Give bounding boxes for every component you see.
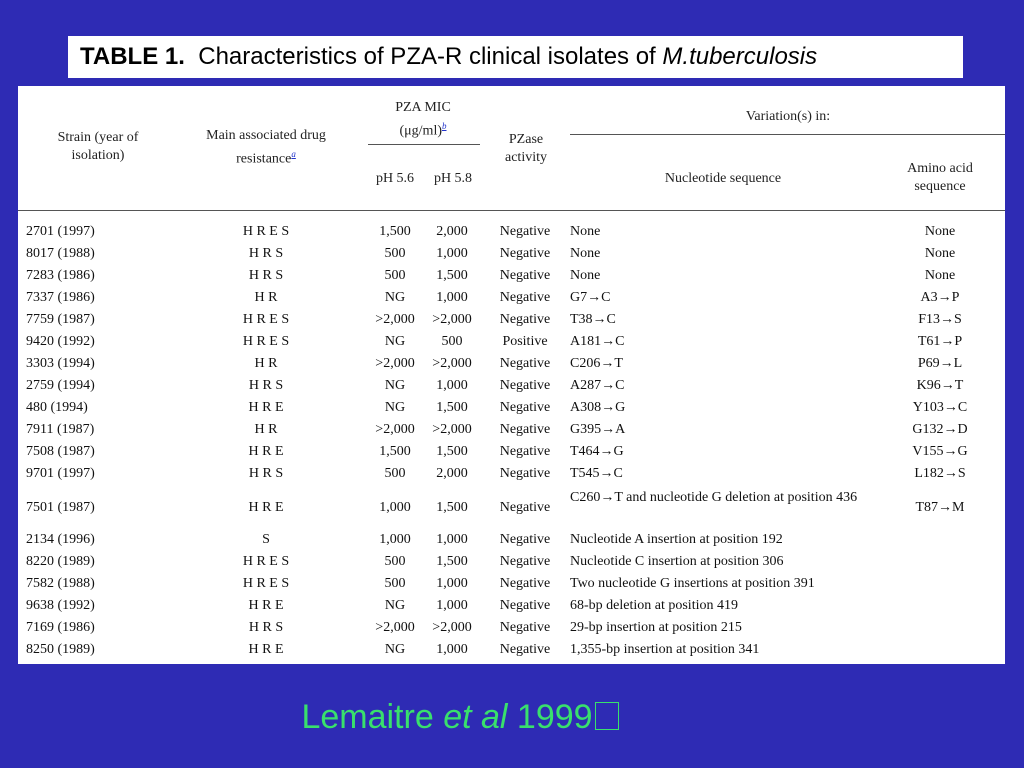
table-row — [18, 309, 1005, 331]
missing-glyph-icon — [595, 702, 619, 730]
cell-nucleotide: C206→T — [570, 356, 623, 371]
header-ph58: pH 5.8 — [433, 171, 473, 186]
cell-nucleotide: A181→C — [570, 334, 625, 349]
cell-ph58: 1,500 — [436, 400, 468, 415]
cell-pzase: Negative — [499, 268, 551, 283]
cell-nucleotide: G7→C — [570, 290, 611, 305]
cell-nucleotide: A287→C — [570, 378, 625, 393]
cell-nucleotide: None — [570, 268, 601, 283]
cell-ph58: 1,000 — [436, 290, 468, 305]
cell-amino: L182→S — [914, 466, 966, 481]
cell-nucleotide: 1,355-bp insertion at position 341 — [570, 642, 760, 657]
cell-ph58: 1,000 — [436, 576, 468, 591]
pza-mic-rule — [368, 144, 480, 145]
cell-ph58: 1,500 — [436, 444, 468, 459]
cell-pzase: Negative — [499, 642, 551, 657]
cell-strain: 7337 (1986) — [26, 290, 95, 305]
title-text: Characteristics of PZA-R clinical isolates of — [198, 43, 656, 70]
cell-resistance: H R — [254, 290, 278, 305]
header-bottom-rule — [18, 210, 1005, 211]
cell-ph56: 500 — [384, 576, 406, 591]
cell-ph56: NG — [384, 290, 406, 305]
cell-amino: A3→P — [920, 290, 960, 305]
cell-ph58: >2,000 — [432, 620, 472, 635]
cell-resistance: H R — [254, 422, 278, 437]
table-row — [18, 375, 1005, 397]
cell-ph56: >2,000 — [375, 312, 415, 327]
cell-strain: 2759 (1994) — [26, 378, 95, 393]
cell-strain: 9638 (1992) — [26, 598, 95, 613]
cell-ph58: 500 — [441, 334, 463, 349]
header-pzase: PZase activity — [505, 132, 547, 165]
cell-pzase: Negative — [499, 532, 551, 547]
cell-amino: V155→G — [912, 444, 968, 459]
cell-strain: 2701 (1997) — [26, 224, 95, 239]
cell-pzase: Negative — [499, 444, 551, 459]
cell-pzase: Negative — [499, 378, 551, 393]
cell-strain: 3303 (1994) — [26, 356, 95, 371]
table-row — [18, 441, 1005, 463]
citation-year: 1999 — [516, 698, 593, 736]
header-pza-mic-label: PZA MIC — [395, 100, 451, 115]
cell-pzase: Negative — [499, 576, 551, 591]
cell-nucleotide: T38→C — [570, 312, 616, 327]
table-row — [18, 397, 1005, 419]
table-row — [18, 287, 1005, 309]
cell-nucleotide: Nucleotide C insertion at position 306 — [570, 554, 784, 569]
cell-ph56: 1,500 — [379, 444, 411, 459]
cell-ph56: NG — [384, 378, 406, 393]
cell-strain: 7169 (1986) — [26, 620, 95, 635]
cell-strain: 9420 (1992) — [26, 334, 95, 349]
cell-amino: F13→S — [918, 312, 962, 327]
cell-ph56: >2,000 — [375, 422, 415, 437]
cell-strain: 7911 (1987) — [26, 422, 95, 437]
cell-pzase: Negative — [499, 312, 551, 327]
cell-ph56: >2,000 — [375, 620, 415, 635]
table-row — [18, 265, 1005, 287]
cell-strain: 8017 (1988) — [26, 246, 95, 261]
cell-resistance: H R E S — [242, 224, 290, 239]
cell-pzase: Negative — [499, 224, 551, 239]
cell-pzase: Negative — [499, 620, 551, 635]
cell-strain: 9701 (1997) — [26, 466, 95, 481]
cell-pzase: Negative — [499, 598, 551, 613]
cell-ph56: 500 — [384, 246, 406, 261]
title-table-label: TABLE 1. — [80, 43, 185, 70]
title-species: M.tuberculosis — [662, 43, 818, 70]
table-row — [18, 243, 1005, 265]
table-row — [18, 617, 1005, 639]
cell-pzase: Negative — [499, 246, 551, 261]
cell-pzase: Negative — [499, 554, 551, 569]
variation-rule — [570, 134, 1005, 135]
table-row — [18, 639, 1005, 661]
cell-amino: None — [924, 246, 956, 261]
cell-ph56: >2,000 — [375, 356, 415, 371]
cell-pzase: Positive — [502, 334, 548, 349]
cell-resistance: H R S — [248, 246, 284, 261]
cell-nucleotide: Nucleotide A insertion at position 192 — [570, 532, 783, 547]
table-row — [18, 595, 1005, 617]
header-pza-mic-unit: (μg/ml) — [399, 123, 442, 139]
cell-resistance: H R S — [248, 378, 284, 393]
cell-amino: P69→L — [917, 356, 963, 371]
cell-resistance: H R — [254, 356, 278, 371]
cell-pzase: Negative — [499, 400, 551, 415]
cell-pzase: Negative — [499, 500, 551, 515]
table-row — [18, 353, 1005, 375]
cell-resistance: H R E — [248, 598, 284, 613]
cell-amino: None — [924, 268, 956, 283]
cell-ph58: 1,000 — [436, 378, 468, 393]
cell-strain: 7508 (1987) — [26, 444, 95, 459]
cell-ph58: 2,000 — [436, 466, 468, 481]
cell-resistance: H R E S — [242, 576, 290, 591]
header-pza-mic-unit-wrap — [368, 117, 478, 141]
cell-strain: 2134 (1996) — [26, 532, 95, 547]
cell-ph56: NG — [384, 642, 406, 657]
cell-nucleotide: 68-bp deletion at position 419 — [570, 598, 738, 613]
cell-resistance: H R E S — [242, 554, 290, 569]
cell-strain: 8250 (1989) — [26, 642, 95, 657]
cell-nucleotide: T545→C — [570, 466, 623, 481]
cell-resistance: H R E — [248, 444, 284, 459]
cell-strain: 7501 (1987) — [26, 500, 95, 515]
cell-resistance: S — [262, 532, 270, 547]
cell-strain: 7759 (1987) — [26, 312, 95, 327]
cell-resistance: H R S — [248, 620, 284, 635]
footnote-a[interactable]: a — [291, 149, 296, 159]
cell-resistance: H R E — [248, 500, 284, 515]
cell-nucleotide: None — [570, 246, 601, 261]
cell-ph58: 1,000 — [436, 532, 468, 547]
cell-amino: T87→M — [915, 500, 965, 515]
slide-title — [68, 36, 963, 78]
cell-strain: 7283 (1986) — [26, 268, 95, 283]
cell-ph56: 1,500 — [379, 224, 411, 239]
citation-etal: et al — [443, 698, 508, 736]
cell-resistance: H R S — [248, 466, 284, 481]
table-sheet — [18, 86, 1005, 664]
cell-nucleotide: T464→G — [570, 444, 624, 459]
cell-ph58: 1,000 — [436, 246, 468, 261]
cell-ph56: 500 — [384, 268, 406, 283]
header-ph56: pH 5.6 — [375, 171, 415, 186]
table-row — [18, 419, 1005, 441]
cell-pzase: Negative — [499, 422, 551, 437]
header-amino: Amino acid sequence — [907, 161, 973, 194]
cell-resistance: H R E — [248, 400, 284, 415]
cell-amino: Y103→C — [912, 400, 968, 415]
cell-ph58: >2,000 — [432, 422, 472, 437]
cell-resistance: H R E — [248, 642, 284, 657]
cell-strain: 480 (1994) — [26, 400, 88, 415]
cell-ph58: >2,000 — [432, 312, 472, 327]
cell-resistance: H R E S — [242, 334, 290, 349]
cell-amino: None — [924, 224, 956, 239]
cell-nucleotide: 29-bp insertion at position 215 — [570, 620, 742, 635]
cell-ph58: 1,500 — [436, 268, 468, 283]
header-nucleotide: Nucleotide sequence — [664, 171, 782, 186]
cell-ph56: NG — [384, 598, 406, 613]
table-row — [18, 488, 1005, 528]
header-resistance-label: Main associated drug resistance — [206, 128, 326, 167]
cell-resistance: H R S — [248, 268, 284, 283]
cell-pzase: Negative — [499, 356, 551, 371]
cell-ph56: 500 — [384, 554, 406, 569]
cell-nucleotide: C260→T and nucleotide G deletion at position 436 — [570, 490, 858, 505]
cell-nucleotide: G395→A — [570, 422, 626, 437]
header-pza-mic — [368, 99, 478, 141]
cell-ph58: 1,000 — [436, 598, 468, 613]
cell-ph58: 1,000 — [436, 642, 468, 657]
cell-ph58: 1,500 — [436, 554, 468, 569]
cell-ph58: >2,000 — [432, 356, 472, 371]
citation-author: Lemaitre — [301, 698, 434, 736]
cell-ph56: 500 — [384, 466, 406, 481]
cell-ph56: NG — [384, 400, 406, 415]
table-row — [18, 331, 1005, 353]
cell-strain: 8220 (1989) — [26, 554, 95, 569]
cell-ph56: 1,000 — [379, 500, 411, 515]
table-row — [18, 463, 1005, 485]
header-strain: Strain (year of isolation) — [57, 130, 139, 163]
table-row — [18, 221, 1005, 243]
table-row — [18, 573, 1005, 595]
header-resistance — [188, 127, 344, 169]
cell-strain: 7582 (1988) — [26, 576, 95, 591]
cell-amino: G132→D — [912, 422, 968, 437]
citation — [0, 698, 920, 737]
cell-nucleotide: None — [570, 224, 601, 239]
cell-nucleotide: A308→G — [570, 400, 626, 415]
cell-ph58: 1,500 — [436, 500, 468, 515]
cell-ph56: 1,000 — [379, 532, 411, 547]
cell-ph58: 2,000 — [436, 224, 468, 239]
cell-pzase: Negative — [499, 290, 551, 305]
header-variation: Variation(s) in: — [745, 109, 831, 124]
table-row — [18, 551, 1005, 573]
cell-pzase: Negative — [499, 466, 551, 481]
cell-resistance: H R E S — [242, 312, 290, 327]
cell-nucleotide: Two nucleotide G insertions at position 391 — [570, 576, 815, 591]
cell-amino: T61→P — [917, 334, 963, 349]
footnote-b[interactable]: b — [442, 121, 447, 131]
cell-ph56: NG — [384, 334, 406, 349]
cell-amino: K96→T — [916, 378, 964, 393]
table-row — [18, 529, 1005, 551]
